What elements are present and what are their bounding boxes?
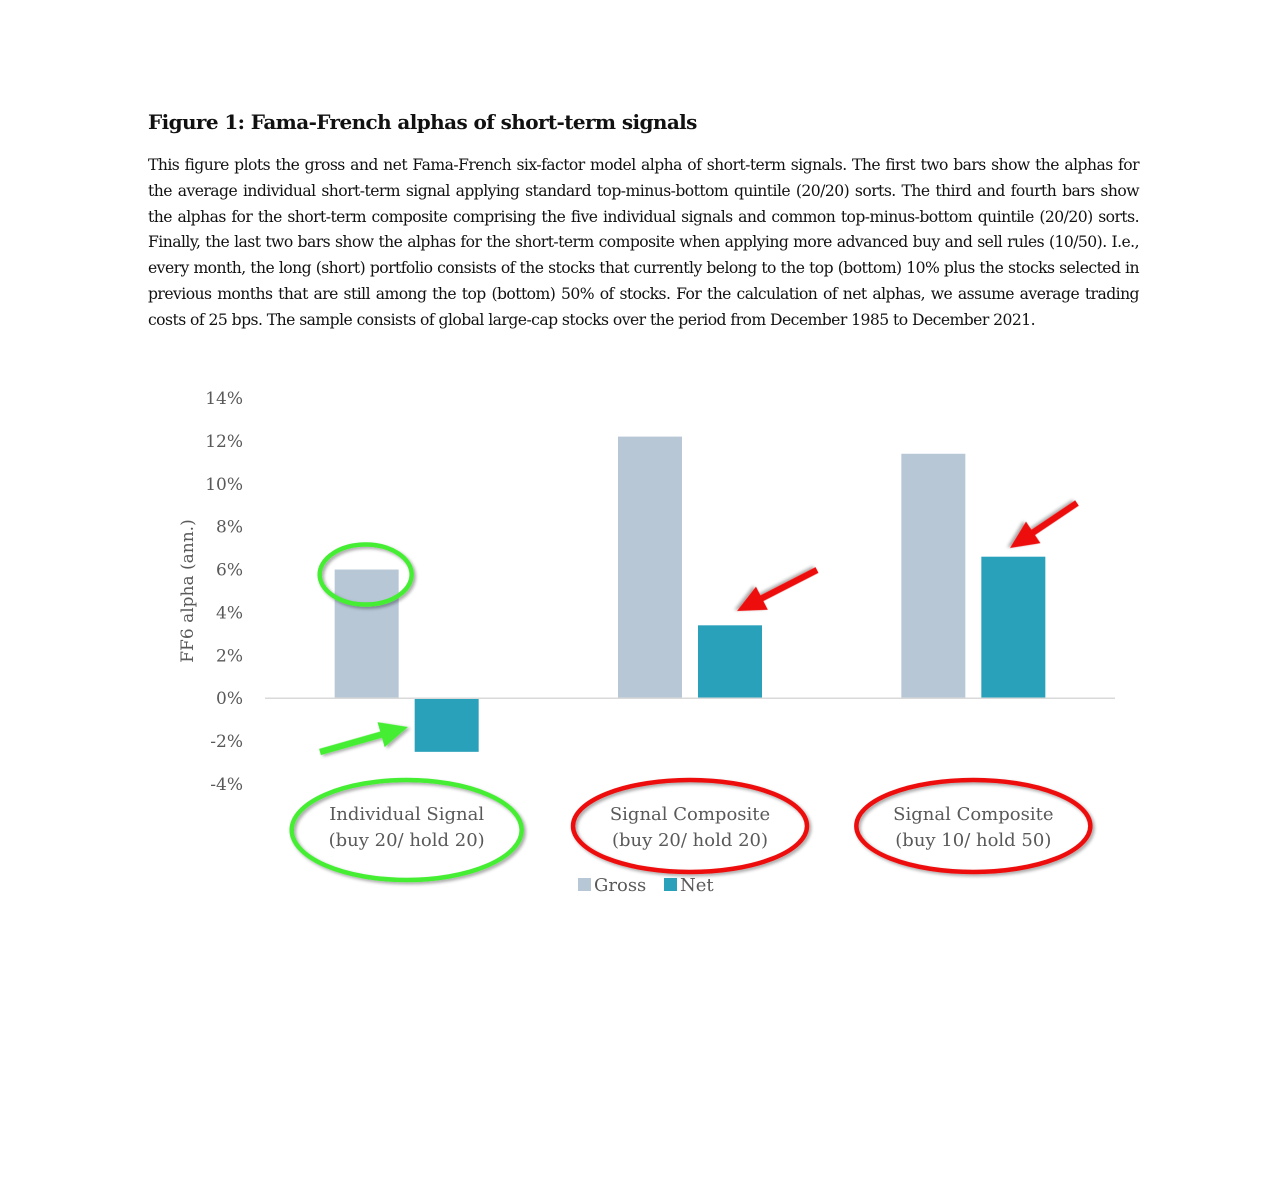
y-tick-label: 2% bbox=[216, 646, 243, 667]
category-1-label-ellipse-annotation bbox=[573, 780, 807, 872]
figure-title: Figure 1: Fama-French alphas of short-term signals bbox=[148, 110, 697, 134]
net-bar-2 bbox=[981, 557, 1045, 699]
y-tick-label: 4% bbox=[216, 603, 243, 624]
category-0-label-line-0: Individual Signal bbox=[329, 804, 485, 825]
net-bar-0 bbox=[415, 698, 479, 752]
legend-label-net: Net bbox=[680, 875, 714, 896]
bars bbox=[335, 437, 1046, 752]
net-bar-2-arrow-annotation bbox=[1003, 492, 1084, 559]
legend-swatch-gross bbox=[578, 878, 591, 891]
net-bar-1-arrow-annotation bbox=[731, 558, 823, 622]
y-tick-label: 14% bbox=[205, 389, 243, 409]
net-bar-1 bbox=[698, 625, 762, 698]
category-labels bbox=[329, 804, 1054, 851]
y-tick-label: 10% bbox=[205, 474, 243, 495]
category-0-label-line-1: (buy 20/ hold 20) bbox=[328, 830, 485, 851]
category-2-label-line-0: Signal Composite bbox=[893, 804, 1054, 825]
y-tick-label: 12% bbox=[205, 431, 243, 452]
category-2-label-ellipse-annotation bbox=[856, 780, 1090, 872]
y-axis-label: FF6 alpha (ann.) bbox=[178, 519, 198, 663]
y-tick-label: -4% bbox=[210, 775, 243, 795]
category-1-label-line-1: (buy 20/ hold 20) bbox=[611, 830, 769, 851]
y-tick-label: 8% bbox=[216, 517, 243, 538]
legend bbox=[578, 875, 714, 896]
y-tick-label: 0% bbox=[216, 689, 243, 710]
net-bar-0-arrow-annotation bbox=[316, 714, 411, 764]
gross-bar-1 bbox=[618, 437, 682, 699]
figure-caption: This figure plots the gross and net Fama-French six-factor model alpha of short-term signals. The first two bars show the alphas for the average individual short-term signal applying standard top-minus-bottom quintile (20/20) sorts. The third and fourth bars show the alphas for the short-term composite comprising the five individual signals and common top-minus-bottom quintile (20/20) sorts. Finally, the last two bars show the alphas for the short-term composite when applying more advanced buy and sell rules (10/50). I.e., every month, the long (short) portfolio consists of the stocks that currently belong to the top (bottom) 10% plus the stocks selected in previous months that are still among the top (bottom) 50% of stocks. For the calculation of net alphas, we assume average trading costs of 25 bps. The sample consists of global large-cap stocks over the period from December 1985 to December 2021. bbox=[148, 156, 1139, 329]
legend-swatch-net bbox=[664, 878, 677, 891]
legend-label-gross: Gross bbox=[594, 875, 647, 896]
y-tick-label: -2% bbox=[210, 732, 243, 753]
category-2-label-line-1: (buy 10/ hold 50) bbox=[895, 830, 1052, 851]
category-1-label-line-0: Signal Composite bbox=[609, 804, 771, 825]
y-tick-label: 6% bbox=[216, 560, 243, 581]
gross-bar-0 bbox=[335, 570, 399, 699]
y-axis-ticks bbox=[205, 389, 243, 795]
gross-bar-2 bbox=[901, 454, 965, 698]
